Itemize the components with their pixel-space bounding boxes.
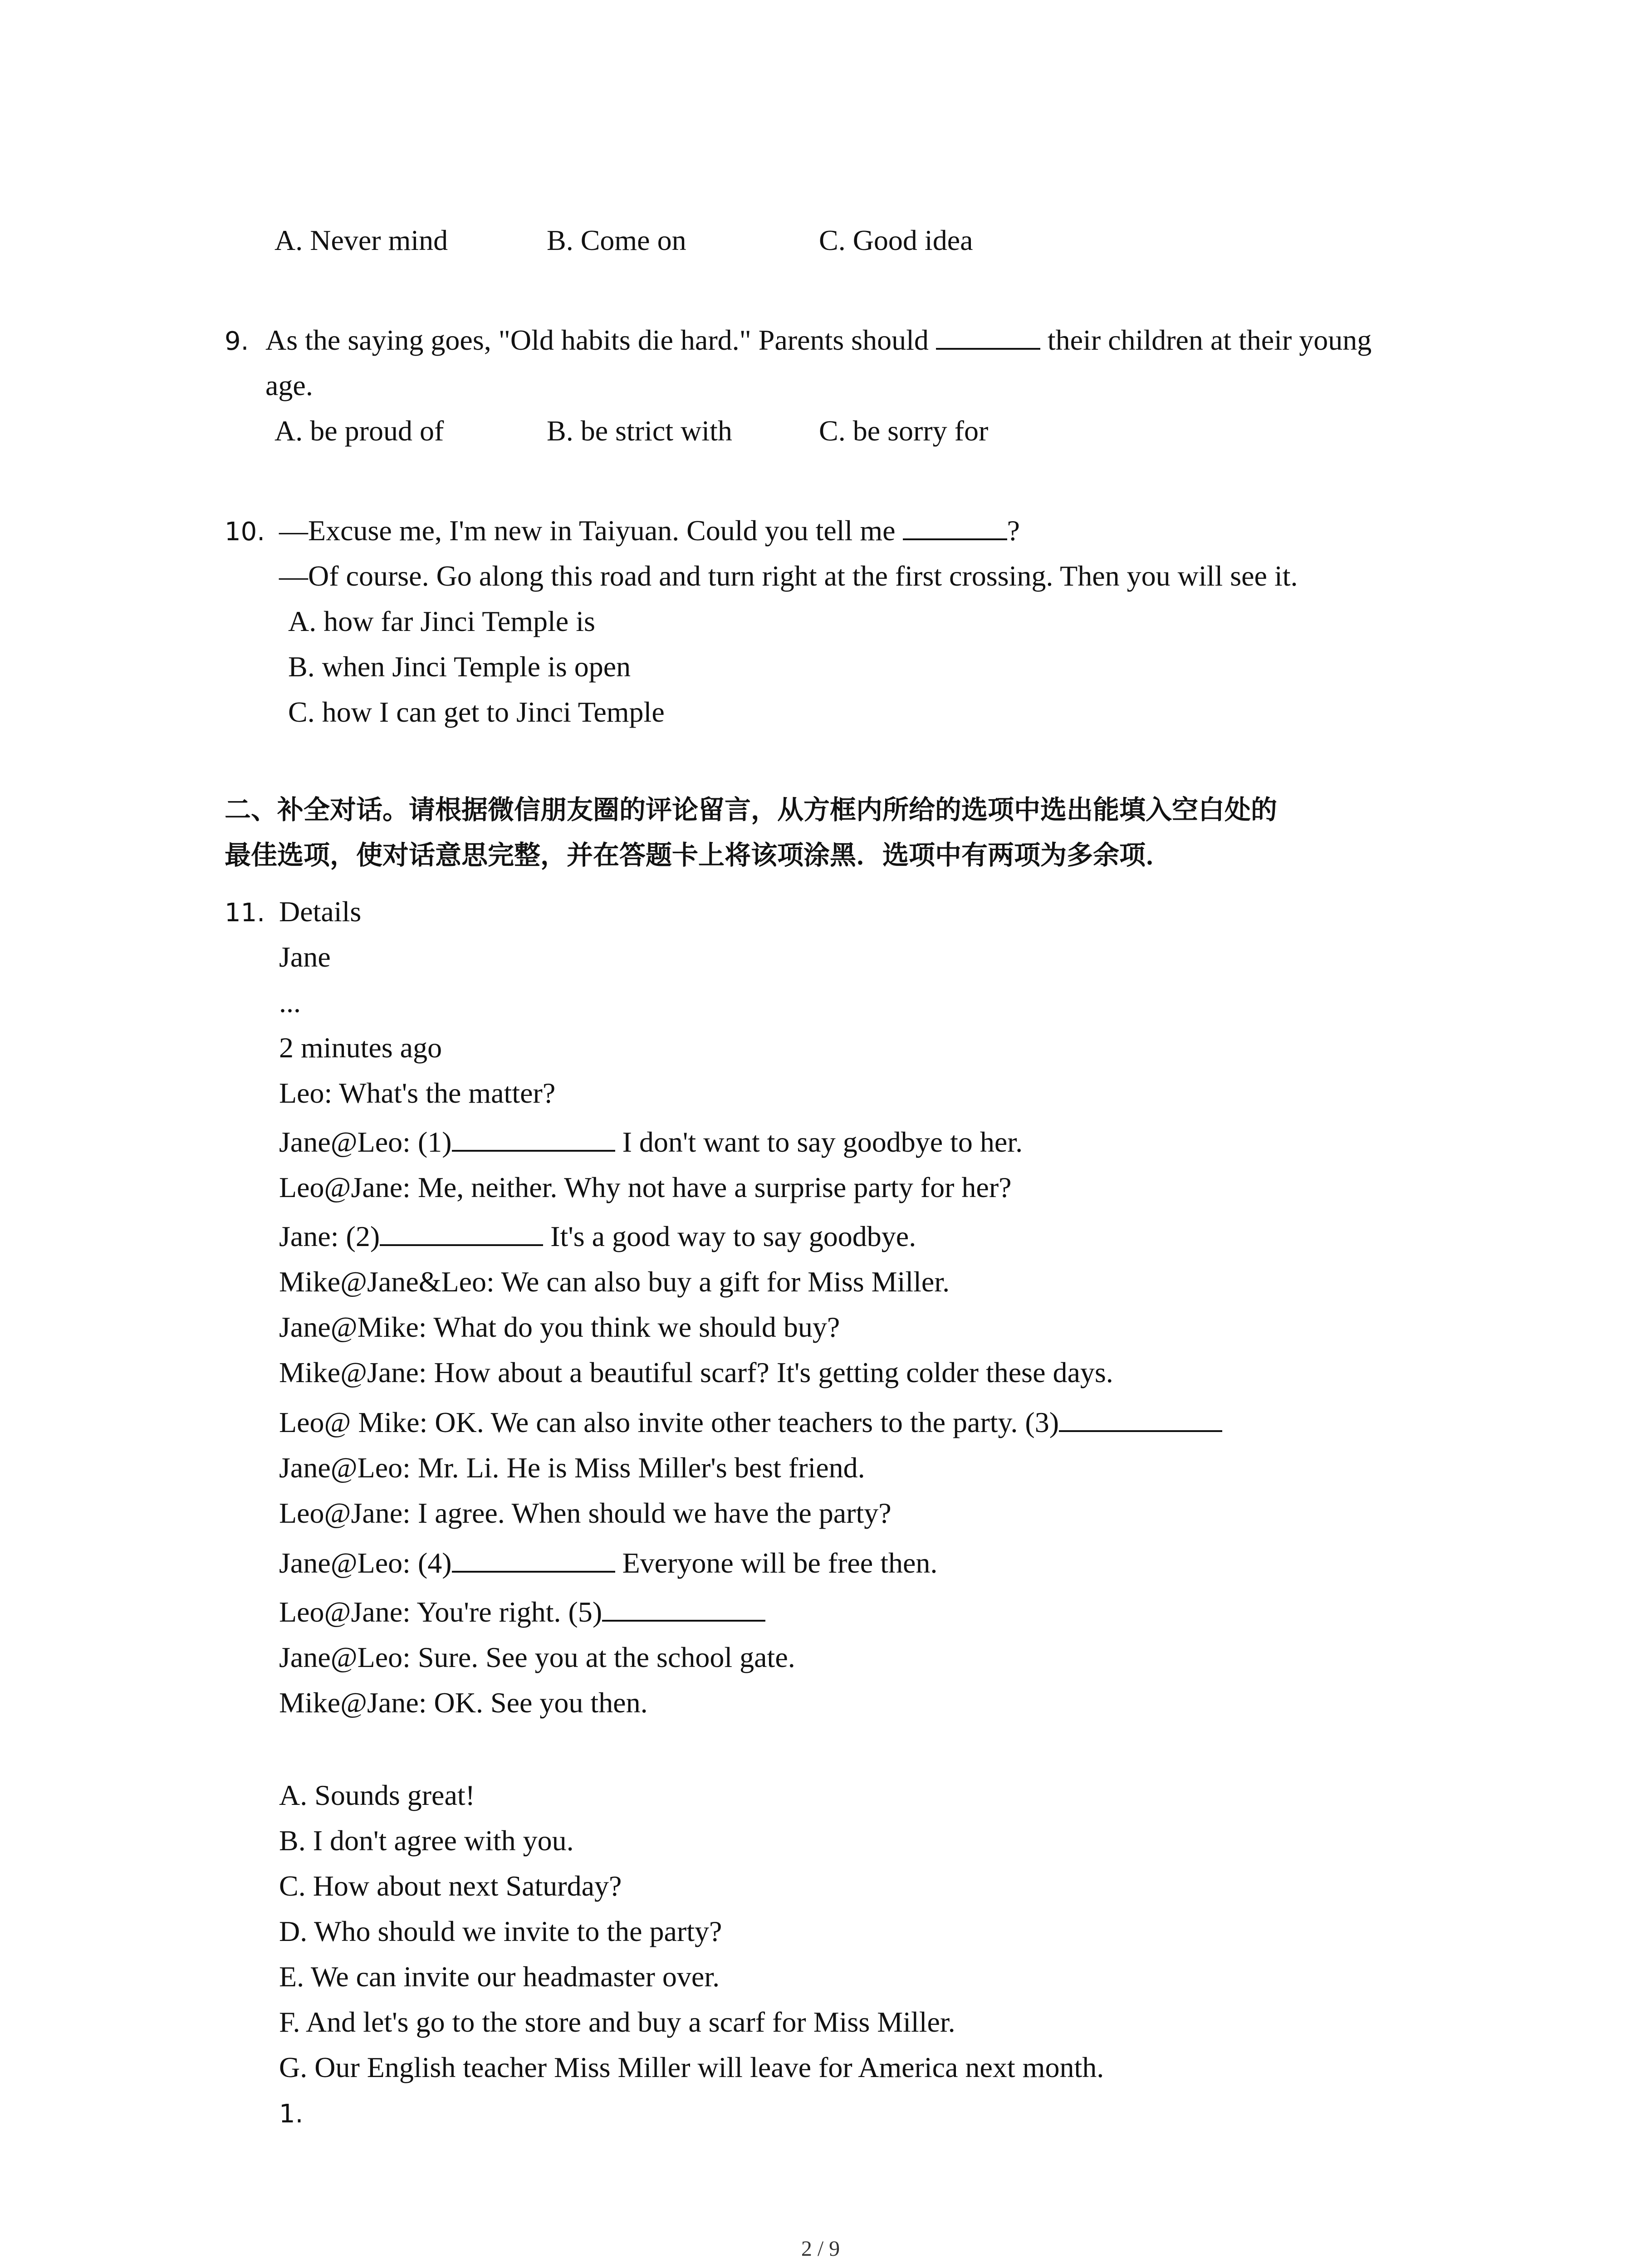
dialogue-line: Leo: What's the matter?: [279, 1077, 556, 1109]
page-number: 2 / 9: [801, 2237, 840, 2261]
dialogue-line: Jane: (2) It's a good way to say goodbye.: [279, 1218, 916, 1255]
dialogue-line: Mike@Jane&Leo: We can also buy a gift for Miss Miller.: [279, 1266, 950, 1298]
q8-option-c: C. Good idea: [819, 224, 973, 256]
q9-number: 9.: [225, 327, 249, 356]
dialogue-line: Jane@Leo: Sure. See you at the school gate.: [279, 1641, 795, 1673]
blank-3: [1059, 1405, 1222, 1432]
q10-number: 10.: [225, 517, 265, 547]
choice-d: D. Who should we invite to the party?: [279, 1915, 722, 1947]
q10-line1: —Excuse me, I'm new in Taiyuan. Could you tell me ?: [279, 513, 1020, 549]
dialogue-line: Jane@Leo: Mr. Li. He is Miss Miller's best friend.: [279, 1452, 865, 1484]
dialogue-line: Mike@Jane: How about a beautiful scarf? It's getting colder these days.: [279, 1356, 1113, 1388]
dialogue-line: Leo@Jane: You're right. (5): [279, 1594, 765, 1630]
q9-blank: [936, 323, 1040, 350]
q11-number: 11.: [225, 898, 265, 928]
q9-option-a: A. be proud of: [274, 415, 444, 447]
q10-option-a: A. how far Jinci Temple is: [288, 605, 595, 637]
q10-option-b: B. when Jinci Temple is open: [288, 650, 631, 683]
q11-time: 2 minutes ago: [279, 1031, 442, 1064]
q11-ellipsis: ...: [279, 986, 301, 1018]
choice-b: B. I don't agree with you.: [279, 1824, 574, 1857]
q8-option-a: A. Never mind: [274, 224, 448, 256]
q8-option-b: B. Come on: [547, 224, 686, 256]
choice-g: G. Our English teacher Miss Miller will leave for America next month.: [279, 2051, 1104, 2083]
q10-blank: [903, 513, 1007, 540]
dialogue-line: Mike@Jane: OK. See you then.: [279, 1686, 648, 1719]
choice-a: A. Sounds great!: [279, 1779, 475, 1811]
choice-f: F. And let's go to the store and buy a scarf for Miss Miller.: [279, 2006, 955, 2038]
answer-number: 1.: [279, 2099, 304, 2129]
q11-details: Details: [279, 895, 362, 928]
dialogue-line: Leo@Jane: Me, neither. Why not have a surprise party for her?: [279, 1171, 1012, 1203]
q9-stem: As the saying goes, "Old habits die hard." Parents should their children at their young: [265, 322, 1372, 358]
q9-stem-cont: age.: [265, 369, 313, 401]
choice-e: E. We can invite our headmaster over.: [279, 1960, 720, 1993]
choice-c: C. How about next Saturday?: [279, 1870, 622, 1902]
dialogue-line: Jane@Leo: (4) Everyone will be free then.: [279, 1545, 937, 1581]
dialogue-line: Jane@Mike: What do you think we should buy?: [279, 1311, 840, 1343]
blank-2: [380, 1219, 543, 1246]
section2-title-line1: 二、补全对话。请根据微信朋友圈的评论留言，从方框内所给的选项中选出能填入空白处的: [225, 794, 1278, 825]
q10-option-c: C. how I can get to Jinci Temple: [288, 696, 665, 728]
blank-4: [452, 1545, 615, 1573]
q11-name: Jane: [279, 941, 331, 973]
q9-option-b: B. be strict with: [547, 415, 732, 447]
blank-1: [452, 1124, 615, 1152]
dialogue-line: Leo@ Mike: OK. We can also invite other teachers to the party. (3): [279, 1404, 1222, 1441]
q9-option-c: C. be sorry for: [819, 415, 989, 447]
section2-title-line2: 最佳选项，使对话意思完整，并在答题卡上将该项涂黑．选项中有两项为多余项．: [225, 840, 1172, 870]
dialogue-line: Jane@Leo: (1) I don't want to say goodbye to her.: [279, 1124, 1023, 1160]
dialogue-line: Leo@Jane: I agree. When should we have the party?: [279, 1497, 892, 1529]
q10-line2: —Of course. Go along this road and turn right at the first crossing. Then you will see it.: [279, 560, 1298, 592]
blank-5: [602, 1594, 765, 1622]
